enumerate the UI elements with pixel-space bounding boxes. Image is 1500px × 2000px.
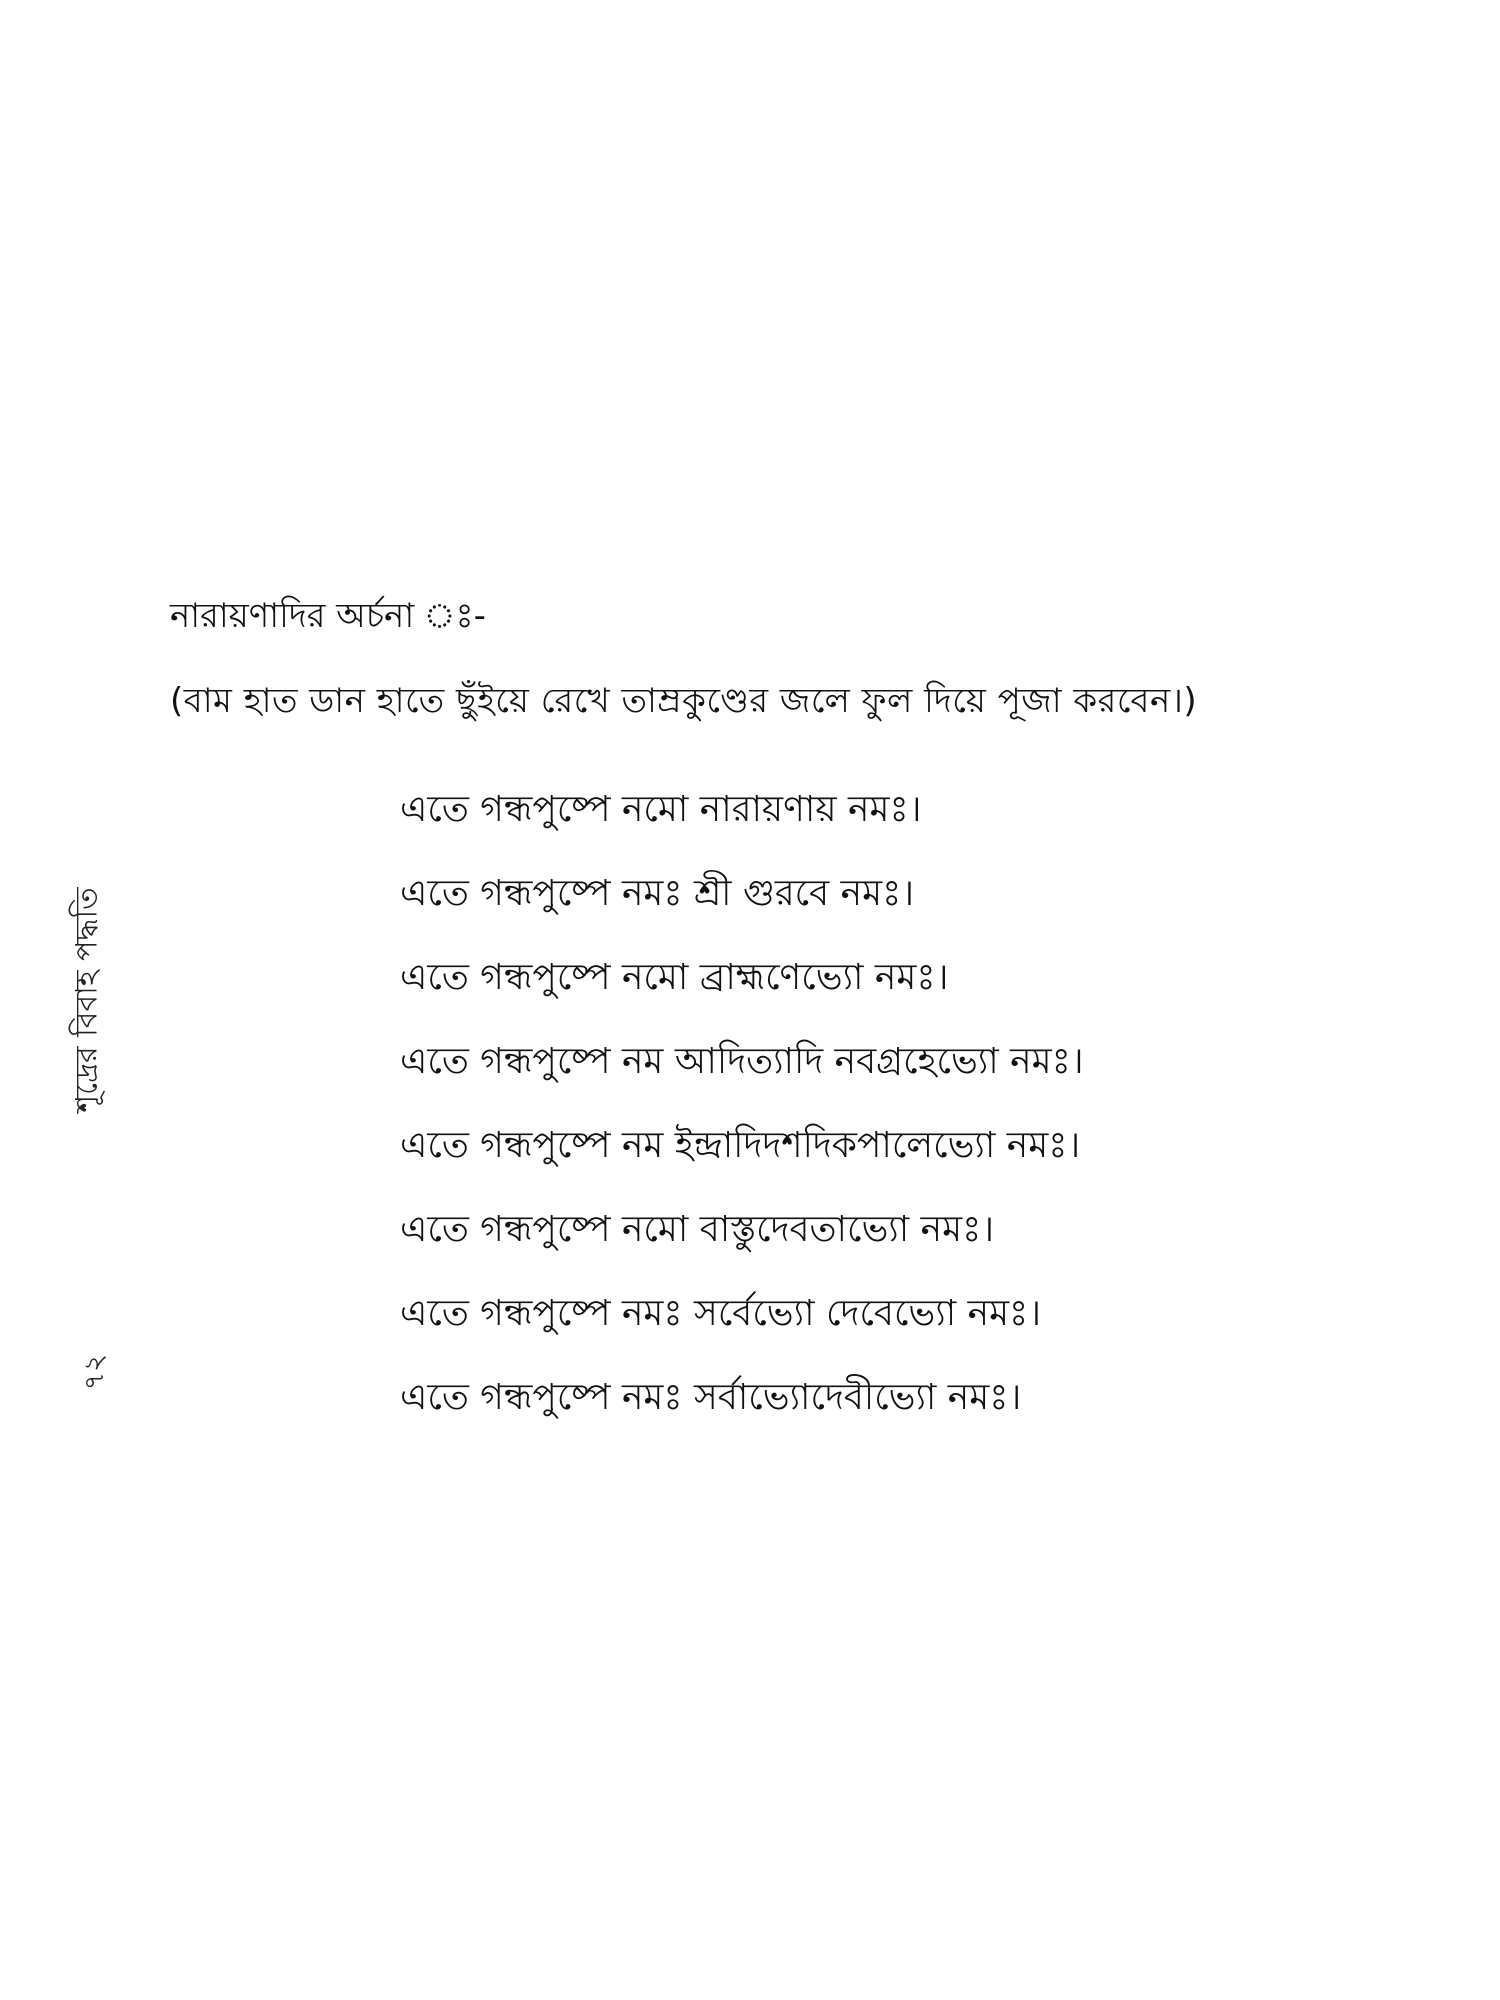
mantra-line: এতে গন্ধপুষ্পে নম ইন্দ্রাদিদশদিকপালেভ্যো নমঃ। bbox=[400, 1125, 1081, 1166]
mantra-line: এতে গন্ধপুষ্পে নমঃ শ্রী গুরবে নমঃ। bbox=[400, 873, 915, 914]
mantra-line: এতে গন্ধপুষ্পে নমো বাস্তুদেবতাভ্যো নমঃ। bbox=[400, 1209, 995, 1250]
mantra-line: এতে গন্ধপুষ্পে নমো ব্রাহ্মণেভ্যো নমঃ। bbox=[400, 957, 949, 998]
mantra-line: এতে গন্ধপুষ্পে নমঃ সর্বেভ্যো দেবেভ্যো নমঃ। bbox=[400, 1293, 1042, 1334]
page-number: ৭২ bbox=[77, 1353, 111, 1391]
running-title: শূদ্রের বিবাহ পদ্ধতি bbox=[69, 887, 105, 1113]
section-heading: নারায়ণাদির অর্চনা ঃ- bbox=[170, 596, 486, 636]
instruction-text: (বাম হাত ডান হাতে ছুঁইয়ে রেখে তাম্রকুণ্ডের জলে ফুল দিয়ে পূজা করবেন।) bbox=[170, 681, 1198, 721]
mantra-list bbox=[400, 768, 1084, 1440]
mantra-line: এতে গন্ধপুষ্পে নমঃ সর্বাভ্যোদেবীভ্যো নমঃ। bbox=[400, 1377, 1022, 1418]
mantra-line: এতে গন্ধপুষ্পে নমো নারায়ণায় নমঃ। bbox=[400, 789, 922, 830]
mantra-line: এতে গন্ধপুষ্পে নম আদিত্যাদি নবগ্রহেভ্যো নমঃ। bbox=[400, 1041, 1084, 1082]
